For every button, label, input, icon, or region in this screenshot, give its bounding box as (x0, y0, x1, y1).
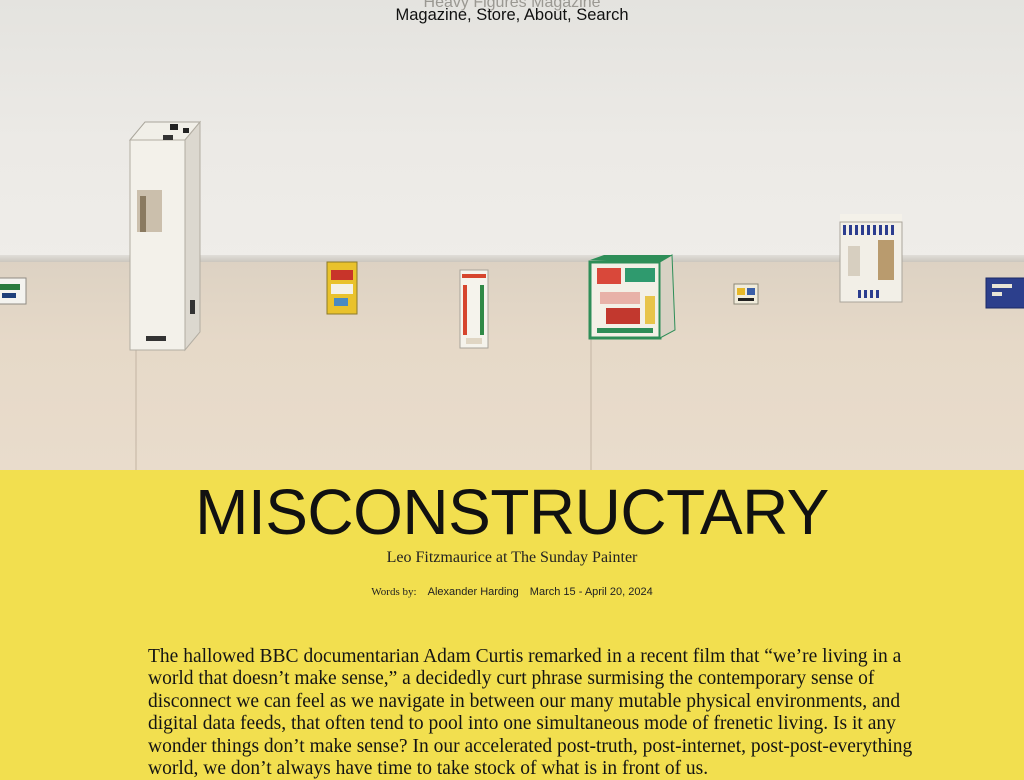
nav-link-store[interactable]: Store (476, 6, 516, 24)
nav-link-about[interactable]: About (523, 6, 568, 24)
article-meta (0, 586, 1024, 598)
nav-link-search[interactable]: Search (576, 6, 629, 24)
sculpture-flat-left (0, 278, 26, 304)
sculpture-striped-box (840, 214, 902, 302)
sculpture-blue-box (986, 278, 1024, 308)
nav-separator: , (567, 6, 577, 24)
nav-link-magazine[interactable]: Magazine (395, 6, 468, 24)
sculpture-yellow-box (327, 262, 357, 314)
sculpture-cube (590, 255, 675, 338)
article-title: MISCONSTRUCTARY (195, 476, 829, 548)
exhibition-dates: March 15 - April 20, 2024 (529, 586, 653, 598)
article-subtitle: Leo Fitzmaurice at The Sunday Painter (386, 549, 638, 566)
sculpture-tiny-box (734, 284, 758, 304)
author-link[interactable]: Alexander Harding (427, 586, 519, 598)
article-body: The hallowed BBC documentarian Adam Curtis remarked in a recent film that “we’re living in a world that doesn’t make sense,” a decidedly curt phrase surmising the contemporary sense of disconnect we can feel as we navigate in between our many mutable physical environments, and digital data feeds, that often tend to pool into one simultaneous mode of frenetic living. Is it any wonder things don’t make sense? In our accelerated post-truth, post-internet, post-post-everything world, we don’t always have time to take stock of what is in front of us. (148, 646, 913, 780)
nav-separator: , (515, 6, 524, 24)
words-by-label: Words by: (371, 586, 417, 598)
main-nav (0, 6, 1024, 25)
site-title-partial (0, 0, 1024, 4)
sculpture-tall-box (130, 122, 200, 350)
nav-separator: , (467, 6, 477, 24)
sculpture-red-stripe-box (460, 270, 488, 348)
